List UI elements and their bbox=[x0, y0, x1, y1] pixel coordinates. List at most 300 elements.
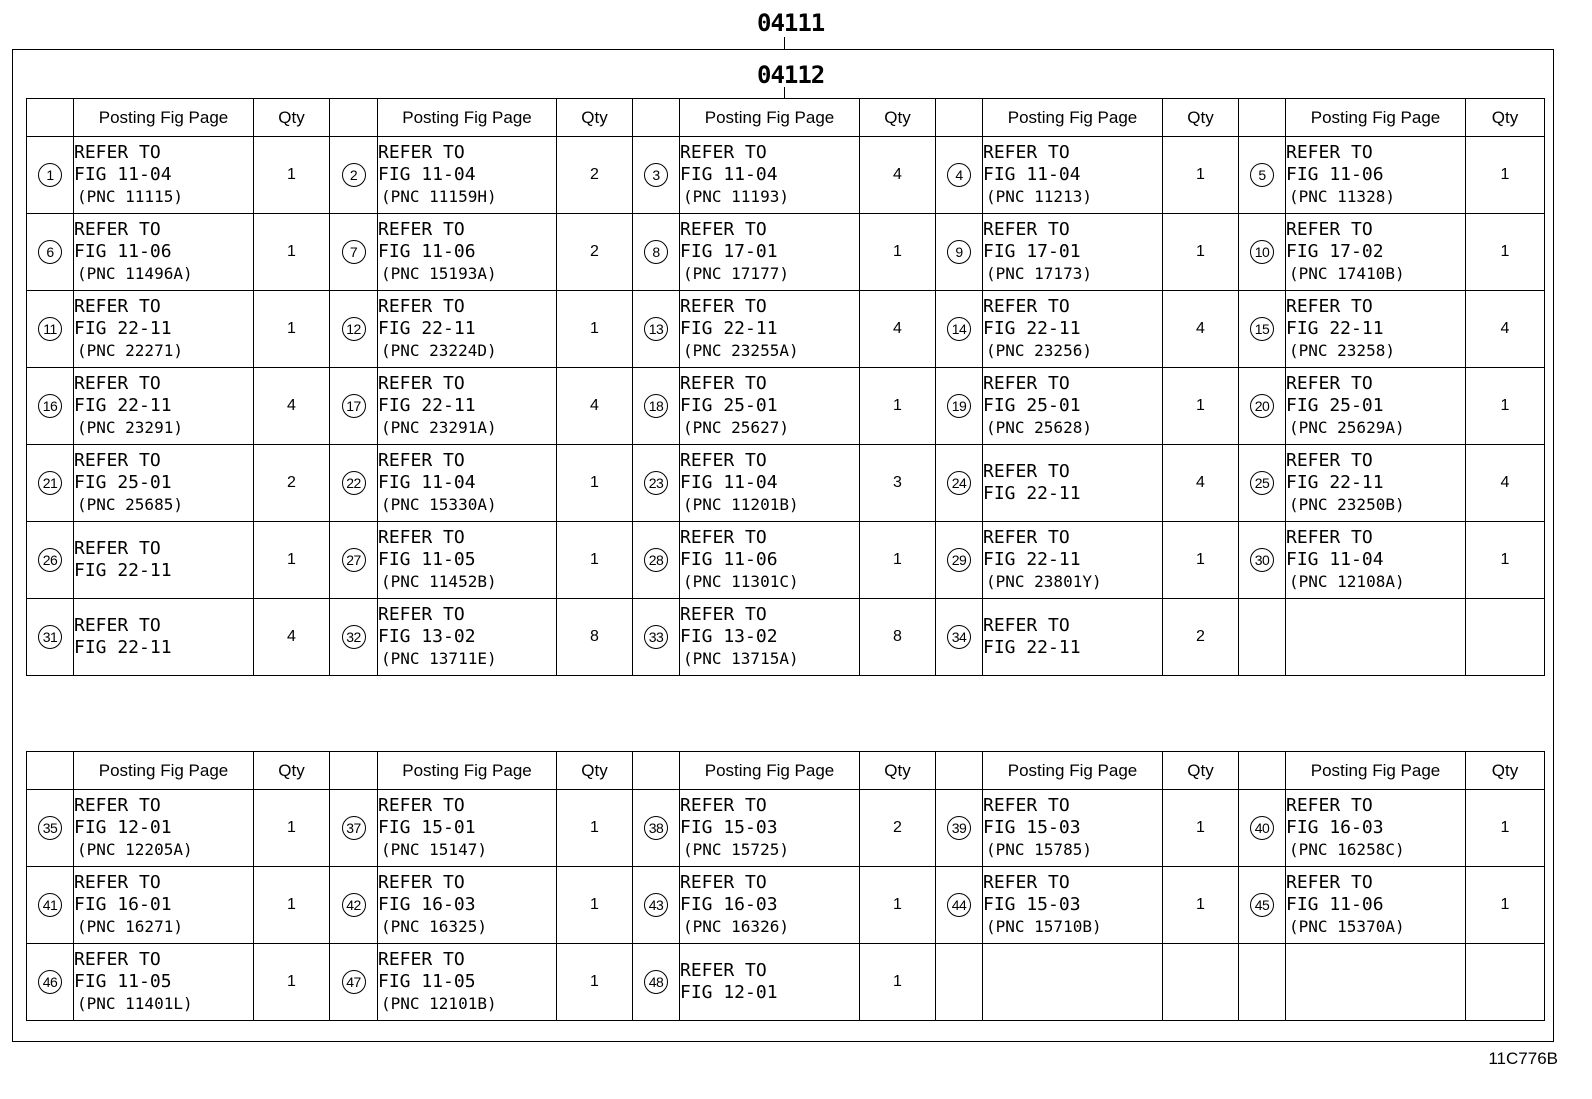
refer-to-text: REFER TO bbox=[680, 795, 767, 816]
figure-reference: FIG 11-06 bbox=[378, 241, 476, 262]
item-number-cell bbox=[633, 522, 680, 599]
pnc-code: (PNC 11496A) bbox=[77, 264, 193, 283]
refer-to-text: REFER TO bbox=[680, 142, 767, 163]
item-number: 23 bbox=[644, 471, 668, 495]
figure-reference: FIG 11-04 bbox=[378, 164, 476, 185]
quantity: 8 bbox=[860, 599, 936, 676]
header-qty: Qty bbox=[1163, 752, 1239, 790]
item-number: 3 bbox=[644, 163, 668, 187]
item-number: 19 bbox=[947, 394, 971, 418]
refer-to-text: REFER TO bbox=[1286, 795, 1373, 816]
pnc-code: (PNC 23224D) bbox=[381, 341, 497, 360]
reference-cell bbox=[74, 944, 254, 1021]
refer-to-text: REFER TO bbox=[1286, 373, 1373, 394]
item-number: 43 bbox=[644, 893, 668, 917]
item-number: 2 bbox=[342, 163, 366, 187]
item-number-cell bbox=[27, 599, 74, 676]
table-row bbox=[27, 291, 1545, 368]
reference-cell bbox=[1286, 522, 1466, 599]
header-qty: Qty bbox=[1466, 99, 1545, 137]
item-number: 40 bbox=[1250, 816, 1274, 840]
header-posting-fig-page: Posting Fig Page bbox=[74, 752, 254, 790]
item-number: 16 bbox=[38, 394, 62, 418]
item-number: 24 bbox=[947, 471, 971, 495]
item-number: 39 bbox=[947, 816, 971, 840]
figure-reference: FIG 22-11 bbox=[74, 395, 172, 416]
reference-cell bbox=[680, 790, 860, 867]
item-number-cell bbox=[27, 291, 74, 368]
item-number: 31 bbox=[38, 625, 62, 649]
item-number-cell bbox=[633, 291, 680, 368]
item-number-cell bbox=[633, 368, 680, 445]
pnc-code: (PNC 15370A) bbox=[1289, 917, 1405, 936]
reference-cell bbox=[1286, 445, 1466, 522]
pnc-code: (PNC 13715A) bbox=[683, 649, 799, 668]
refer-to-text: REFER TO bbox=[378, 949, 465, 970]
refer-to-text: REFER TO bbox=[378, 527, 465, 548]
header-posting-fig-page: Posting Fig Page bbox=[378, 99, 557, 137]
drawing-id: 11C776B bbox=[1488, 1049, 1558, 1068]
quantity: 1 bbox=[557, 445, 633, 522]
pnc-code: (PNC 11115) bbox=[77, 187, 183, 206]
reference-cell bbox=[680, 867, 860, 944]
header-qty: Qty bbox=[860, 752, 936, 790]
header-posting-fig-page: Posting Fig Page bbox=[983, 752, 1163, 790]
reference-cell bbox=[983, 445, 1163, 522]
quantity: 1 bbox=[254, 867, 330, 944]
item-number-cell bbox=[633, 867, 680, 944]
table-row bbox=[27, 214, 1545, 291]
quantity: 4 bbox=[1466, 291, 1545, 368]
figure-reference: FIG 22-11 bbox=[983, 318, 1081, 339]
quantity: 1 bbox=[860, 944, 936, 1021]
refer-to-text: REFER TO bbox=[378, 373, 465, 394]
item-number: 48 bbox=[644, 970, 668, 994]
reference-cell bbox=[680, 944, 860, 1021]
quantity: 4 bbox=[254, 368, 330, 445]
item-number-cell bbox=[330, 291, 378, 368]
item-number-cell bbox=[936, 867, 983, 944]
refer-to-text: REFER TO bbox=[983, 527, 1070, 548]
pnc-code: (PNC 11301C) bbox=[683, 572, 799, 591]
item-number: 44 bbox=[947, 893, 971, 917]
pnc-code: (PNC 16326) bbox=[683, 917, 789, 936]
refer-to-text: REFER TO bbox=[983, 142, 1070, 163]
pnc-code: (PNC 17177) bbox=[683, 264, 789, 283]
quantity: 1 bbox=[1466, 522, 1545, 599]
header-posting-fig-page: Posting Fig Page bbox=[378, 752, 557, 790]
table-row bbox=[27, 790, 1545, 867]
reference-cell bbox=[983, 599, 1163, 676]
pnc-code: (PNC 11401L) bbox=[77, 994, 193, 1013]
refer-to-text: REFER TO bbox=[680, 296, 767, 317]
item-number: 1 bbox=[38, 163, 62, 187]
refer-to-text: REFER TO bbox=[74, 615, 161, 636]
header-posting-fig-page: Posting Fig Page bbox=[1286, 752, 1466, 790]
quantity: 1 bbox=[254, 137, 330, 214]
figure-reference: FIG 16-01 bbox=[74, 894, 172, 915]
header-posting-fig-page: Posting Fig Page bbox=[74, 99, 254, 137]
quantity: 4 bbox=[1163, 445, 1239, 522]
item-number-cell bbox=[1239, 522, 1286, 599]
quantity: 1 bbox=[860, 214, 936, 291]
pnc-code: (PNC 13711E) bbox=[381, 649, 497, 668]
item-number-cell bbox=[936, 522, 983, 599]
refer-to-text: REFER TO bbox=[74, 296, 161, 317]
item-number: 34 bbox=[947, 625, 971, 649]
figure-reference: FIG 17-01 bbox=[680, 241, 778, 262]
reference-cell bbox=[1286, 137, 1466, 214]
reference-cell bbox=[983, 291, 1163, 368]
item-number-cell bbox=[633, 137, 680, 214]
quantity: 1 bbox=[254, 214, 330, 291]
quantity bbox=[1466, 599, 1545, 676]
item-number-cell bbox=[633, 445, 680, 522]
header-posting-fig-page: Posting Fig Page bbox=[1286, 99, 1466, 137]
header-blank-cell bbox=[330, 752, 378, 790]
refer-to-text: REFER TO bbox=[74, 373, 161, 394]
figure-reference: FIG 17-01 bbox=[983, 241, 1081, 262]
pnc-code: (PNC 15785) bbox=[986, 840, 1092, 859]
header-row bbox=[27, 752, 1545, 790]
reference-cell bbox=[983, 944, 1163, 1021]
item-number-cell bbox=[330, 944, 378, 1021]
figure-reference: FIG 15-03 bbox=[983, 817, 1081, 838]
figure-reference: FIG 11-06 bbox=[680, 549, 778, 570]
header-qty: Qty bbox=[254, 99, 330, 137]
refer-to-text: REFER TO bbox=[74, 219, 161, 240]
refer-to-text: REFER TO bbox=[378, 604, 465, 625]
item-number: 14 bbox=[947, 317, 971, 341]
reference-cell bbox=[378, 137, 557, 214]
quantity: 1 bbox=[1163, 368, 1239, 445]
item-number: 10 bbox=[1250, 240, 1274, 264]
item-number: 28 bbox=[644, 548, 668, 572]
item-number: 38 bbox=[644, 816, 668, 840]
pnc-code: (PNC 11193) bbox=[683, 187, 789, 206]
reference-cell bbox=[983, 214, 1163, 291]
refer-to-text: REFER TO bbox=[680, 527, 767, 548]
reference-cell bbox=[378, 522, 557, 599]
item-number-cell bbox=[330, 522, 378, 599]
item-number-cell bbox=[1239, 944, 1286, 1021]
quantity: 1 bbox=[1163, 522, 1239, 599]
item-number-cell bbox=[633, 214, 680, 291]
reference-cell bbox=[74, 368, 254, 445]
assembly-code: 04111 bbox=[757, 9, 825, 37]
quantity: 1 bbox=[1163, 790, 1239, 867]
header-blank-cell bbox=[633, 752, 680, 790]
reference-cell bbox=[680, 368, 860, 445]
item-number: 22 bbox=[342, 471, 366, 495]
reference-cell bbox=[74, 790, 254, 867]
figure-reference: FIG 22-11 bbox=[983, 483, 1081, 504]
quantity: 1 bbox=[1163, 214, 1239, 291]
figure-reference: FIG 11-04 bbox=[680, 472, 778, 493]
item-number-cell bbox=[1239, 214, 1286, 291]
item-number-cell bbox=[1239, 445, 1286, 522]
item-number: 12 bbox=[342, 317, 366, 341]
pnc-code: (PNC 23801Y) bbox=[986, 572, 1102, 591]
item-number-cell bbox=[27, 214, 74, 291]
figure-reference: FIG 22-11 bbox=[74, 318, 172, 339]
quantity: 2 bbox=[557, 137, 633, 214]
item-number-cell bbox=[1239, 867, 1286, 944]
reference-cell bbox=[74, 291, 254, 368]
item-number-cell bbox=[27, 867, 74, 944]
figure-reference: FIG 12-01 bbox=[74, 817, 172, 838]
figure-reference: FIG 13-02 bbox=[680, 626, 778, 647]
quantity: 4 bbox=[860, 137, 936, 214]
item-number-cell bbox=[633, 599, 680, 676]
pnc-code: (PNC 17173) bbox=[986, 264, 1092, 283]
quantity: 1 bbox=[1466, 368, 1545, 445]
quantity: 4 bbox=[557, 368, 633, 445]
figure-reference: FIG 16-03 bbox=[1286, 817, 1384, 838]
pnc-code: (PNC 25627) bbox=[683, 418, 789, 437]
header-qty: Qty bbox=[1163, 99, 1239, 137]
pnc-code: (PNC 25629A) bbox=[1289, 418, 1405, 437]
figure-reference: FIG 22-11 bbox=[983, 637, 1081, 658]
pnc-code: (PNC 23291) bbox=[77, 418, 183, 437]
item-number: 27 bbox=[342, 548, 366, 572]
item-number: 4 bbox=[947, 163, 971, 187]
item-number: 21 bbox=[38, 471, 62, 495]
refer-to-text: REFER TO bbox=[983, 373, 1070, 394]
header-blank-cell bbox=[936, 99, 983, 137]
item-number: 7 bbox=[342, 240, 366, 264]
pnc-code: (PNC 25628) bbox=[986, 418, 1092, 437]
pnc-code: (PNC 12205A) bbox=[77, 840, 193, 859]
figure-reference: FIG 25-01 bbox=[983, 395, 1081, 416]
header-qty: Qty bbox=[254, 752, 330, 790]
pnc-code: (PNC 15710B) bbox=[986, 917, 1102, 936]
refer-to-text: REFER TO bbox=[378, 872, 465, 893]
item-number: 5 bbox=[1250, 163, 1274, 187]
quantity: 2 bbox=[1163, 599, 1239, 676]
pnc-code: (PNC 16271) bbox=[77, 917, 183, 936]
reference-cell bbox=[378, 445, 557, 522]
pnc-code: (PNC 23258) bbox=[1289, 341, 1395, 360]
figure-reference: FIG 22-11 bbox=[983, 549, 1081, 570]
pnc-code: (PNC 11452B) bbox=[381, 572, 497, 591]
refer-to-text: REFER TO bbox=[1286, 142, 1373, 163]
item-number: 29 bbox=[947, 548, 971, 572]
reference-cell bbox=[983, 867, 1163, 944]
header-blank-cell bbox=[330, 99, 378, 137]
figure-reference: FIG 11-05 bbox=[74, 971, 172, 992]
header-blank-cell bbox=[27, 752, 74, 790]
reference-cell bbox=[1286, 867, 1466, 944]
sub-assembly-code: 04112 bbox=[757, 61, 825, 89]
pnc-code: (PNC 22271) bbox=[77, 341, 183, 360]
item-number: 18 bbox=[644, 394, 668, 418]
quantity: 1 bbox=[1163, 137, 1239, 214]
reference-cell bbox=[983, 368, 1163, 445]
reference-cell bbox=[680, 522, 860, 599]
reference-cell bbox=[378, 944, 557, 1021]
reference-cell bbox=[74, 867, 254, 944]
item-number: 35 bbox=[38, 816, 62, 840]
item-number: 41 bbox=[38, 893, 62, 917]
header-qty: Qty bbox=[860, 99, 936, 137]
reference-cell bbox=[1286, 214, 1466, 291]
item-number: 13 bbox=[644, 317, 668, 341]
refer-to-text: REFER TO bbox=[1286, 296, 1373, 317]
quantity: 4 bbox=[1466, 445, 1545, 522]
pnc-code: (PNC 23255A) bbox=[683, 341, 799, 360]
reference-cell bbox=[1286, 944, 1466, 1021]
refer-to-text: REFER TO bbox=[378, 219, 465, 240]
item-number-cell bbox=[330, 137, 378, 214]
quantity: 1 bbox=[254, 944, 330, 1021]
item-number-cell bbox=[936, 368, 983, 445]
item-number-cell bbox=[936, 137, 983, 214]
figure-reference: FIG 11-05 bbox=[378, 971, 476, 992]
reference-table-1 bbox=[26, 98, 1545, 676]
header-blank-cell bbox=[633, 99, 680, 137]
pnc-code: (PNC 12101B) bbox=[381, 994, 497, 1013]
figure-reference: FIG 11-04 bbox=[378, 472, 476, 493]
figure-reference: FIG 22-11 bbox=[74, 560, 172, 581]
figure-reference: FIG 11-05 bbox=[378, 549, 476, 570]
reference-cell bbox=[680, 137, 860, 214]
item-number-cell bbox=[936, 944, 983, 1021]
quantity: 1 bbox=[557, 291, 633, 368]
figure-reference: FIG 15-03 bbox=[680, 817, 778, 838]
figure-reference: FIG 22-11 bbox=[378, 395, 476, 416]
reference-cell bbox=[680, 214, 860, 291]
item-number: 17 bbox=[342, 394, 366, 418]
item-number: 42 bbox=[342, 893, 366, 917]
figure-reference: FIG 13-02 bbox=[378, 626, 476, 647]
refer-to-text: REFER TO bbox=[1286, 872, 1373, 893]
quantity: 2 bbox=[860, 790, 936, 867]
leader-line bbox=[784, 37, 785, 49]
refer-to-text: REFER TO bbox=[1286, 527, 1373, 548]
item-number-cell bbox=[936, 599, 983, 676]
figure-reference: FIG 22-11 bbox=[378, 318, 476, 339]
quantity: 1 bbox=[1163, 867, 1239, 944]
quantity: 1 bbox=[557, 522, 633, 599]
item-number-cell bbox=[1239, 790, 1286, 867]
header-blank-cell bbox=[1239, 99, 1286, 137]
reference-cell bbox=[1286, 790, 1466, 867]
item-number-cell bbox=[936, 445, 983, 522]
reference-cell bbox=[983, 137, 1163, 214]
pnc-code: (PNC 12108A) bbox=[1289, 572, 1405, 591]
reference-cell bbox=[680, 291, 860, 368]
table-row bbox=[27, 368, 1545, 445]
reference-cell bbox=[378, 291, 557, 368]
item-number: 20 bbox=[1250, 394, 1274, 418]
refer-to-text: REFER TO bbox=[378, 296, 465, 317]
pnc-code: (PNC 17410B) bbox=[1289, 264, 1405, 283]
item-number: 8 bbox=[644, 240, 668, 264]
item-number-cell bbox=[27, 522, 74, 599]
pnc-code: (PNC 11213) bbox=[986, 187, 1092, 206]
item-number: 45 bbox=[1250, 893, 1274, 917]
figure-reference: FIG 22-11 bbox=[1286, 318, 1384, 339]
refer-to-text: REFER TO bbox=[983, 795, 1070, 816]
figure-reference: FIG 25-01 bbox=[1286, 395, 1384, 416]
reference-cell bbox=[74, 522, 254, 599]
table-row bbox=[27, 522, 1545, 599]
refer-to-text: REFER TO bbox=[680, 373, 767, 394]
item-number-cell bbox=[1239, 137, 1286, 214]
quantity: 1 bbox=[254, 522, 330, 599]
item-number-cell bbox=[27, 790, 74, 867]
table-row bbox=[27, 445, 1545, 522]
item-number: 11 bbox=[38, 317, 62, 341]
item-number-cell bbox=[330, 214, 378, 291]
item-number-cell bbox=[1239, 291, 1286, 368]
refer-to-text: REFER TO bbox=[74, 142, 161, 163]
pnc-code: (PNC 23250B) bbox=[1289, 495, 1405, 514]
item-number-cell bbox=[936, 291, 983, 368]
reference-cell bbox=[378, 867, 557, 944]
pnc-code: (PNC 16258C) bbox=[1289, 840, 1405, 859]
pnc-code: (PNC 15147) bbox=[381, 840, 487, 859]
pnc-code: (PNC 16325) bbox=[381, 917, 487, 936]
item-number: 33 bbox=[644, 625, 668, 649]
refer-to-text: REFER TO bbox=[74, 872, 161, 893]
figure-reference: FIG 11-04 bbox=[983, 164, 1081, 185]
quantity: 1 bbox=[1466, 867, 1545, 944]
refer-to-text: REFER TO bbox=[983, 296, 1070, 317]
item-number: 9 bbox=[947, 240, 971, 264]
item-number: 26 bbox=[38, 548, 62, 572]
refer-to-text: REFER TO bbox=[983, 461, 1070, 482]
quantity: 1 bbox=[1466, 790, 1545, 867]
reference-cell bbox=[378, 599, 557, 676]
reference-cell bbox=[983, 522, 1163, 599]
quantity: 1 bbox=[254, 291, 330, 368]
reference-cell bbox=[1286, 599, 1466, 676]
header-qty: Qty bbox=[557, 752, 633, 790]
refer-to-text: REFER TO bbox=[74, 450, 161, 471]
reference-cell bbox=[74, 214, 254, 291]
refer-to-text: REFER TO bbox=[680, 872, 767, 893]
item-number-cell bbox=[633, 944, 680, 1021]
quantity: 1 bbox=[254, 790, 330, 867]
quantity: 4 bbox=[860, 291, 936, 368]
reference-cell bbox=[680, 445, 860, 522]
item-number-cell bbox=[27, 368, 74, 445]
item-number-cell bbox=[1239, 599, 1286, 676]
item-number-cell bbox=[1239, 368, 1286, 445]
item-number: 37 bbox=[342, 816, 366, 840]
reference-cell bbox=[74, 599, 254, 676]
header-blank-cell bbox=[936, 752, 983, 790]
refer-to-text: REFER TO bbox=[680, 450, 767, 471]
reference-cell bbox=[1286, 291, 1466, 368]
item-number-cell bbox=[633, 790, 680, 867]
pnc-code: (PNC 15330A) bbox=[381, 495, 497, 514]
quantity bbox=[1466, 944, 1545, 1021]
figure-reference: FIG 11-06 bbox=[74, 241, 172, 262]
quantity: 4 bbox=[1163, 291, 1239, 368]
figure-reference: FIG 11-06 bbox=[1286, 164, 1384, 185]
pnc-code: (PNC 23256) bbox=[986, 341, 1092, 360]
refer-to-text: REFER TO bbox=[378, 450, 465, 471]
reference-table-2 bbox=[26, 751, 1545, 1021]
quantity: 1 bbox=[557, 790, 633, 867]
header-qty: Qty bbox=[1466, 752, 1545, 790]
quantity: 2 bbox=[254, 445, 330, 522]
figure-reference: FIG 16-03 bbox=[378, 894, 476, 915]
figure-reference: FIG 11-04 bbox=[680, 164, 778, 185]
